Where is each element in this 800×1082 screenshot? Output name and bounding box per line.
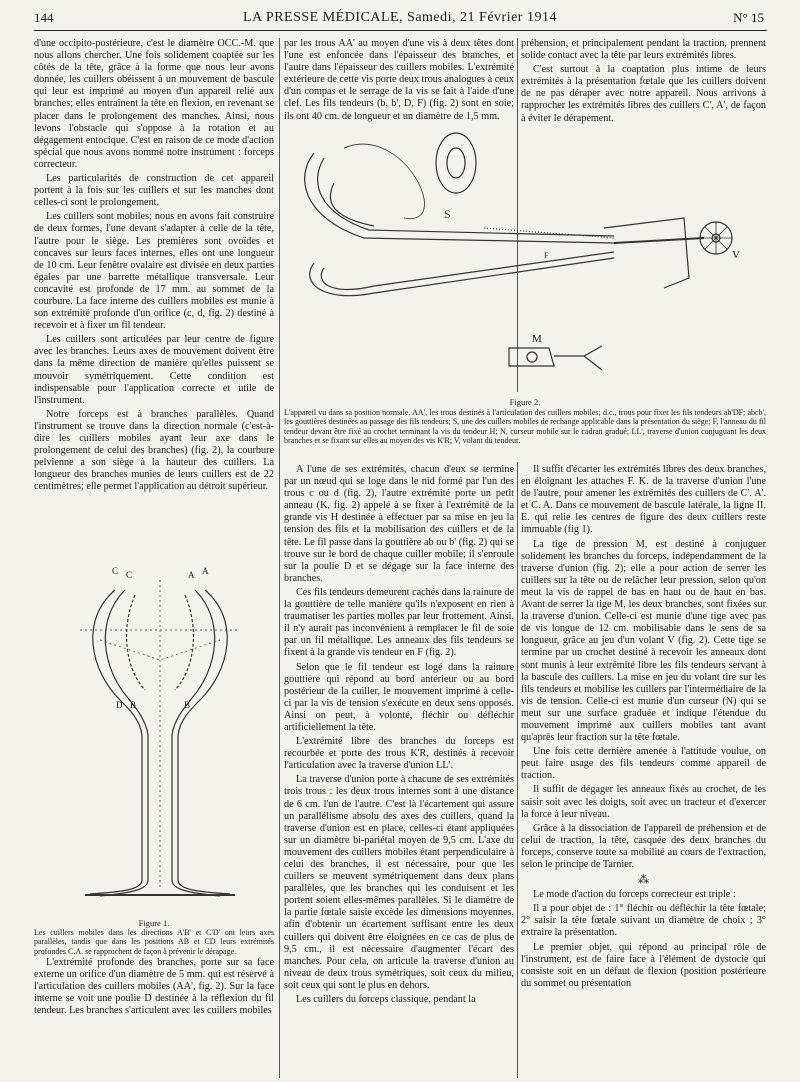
paragraph: La tige de pression M, est destiné à conjuguer solidement les branches du forceps, indépendamment de la traverse d'union (fig. 2); elle a pour action de serrer les cuillers sur la tête ou de relâcher leur pression, selon qu'on meut la vis de rappel de bas en haut ou de haut en bas. Avant de serrer la tige M, les deux branches, sont fixées sur la traverse d'union. Celle-ci est munie d'une tige avec pas de vis longue de 12 cm. mobilisable dans le sens de sa longueur, grâce au jeu d'un volant V (fig. 2). Cette tige se termine par un crochet destiné à recevoir les anneaux dont sont munis à leur extrémité libre les fils tendeurs servant à la bascule des cuillers. La mise en jeu du volant tire sur les fils tendeurs et mobilise les cuillers par l'intermédiaire de la vis de tension. Celle-ci est munie d'un curseur (N) qui se meut sur une surface graduée et indique l'étendue du mouvement imprimé aux cuillers mobiles tant avant qu'après leur fraction sur la tête fœtale. [521, 538, 766, 744]
paragraph: préhension, et principalement pendant la traction, prennent solide contact avec la tête par leurs extrémités libres. [521, 38, 766, 62]
fig1-label: D [116, 700, 123, 710]
figure-2-title: Figure 2. [509, 397, 541, 407]
paragraph: Il a pour objet de : 1° fléchir ou défléchir la tête fœtale; 2° saisir la tête fœtale suivant un diamètre de choix ; 3° extraire la présentation. [521, 903, 766, 939]
paragraph: Les cuillers du forceps classique, pendant la [296, 994, 476, 1006]
column-2-bottom [284, 464, 514, 1008]
column-3-bottom [521, 464, 766, 992]
fig1-label: C [112, 566, 119, 576]
paragraph: Le premier objet, qui répond au principal rôle de l'instrument, est de faire face à l'élément de dystocie qui consiste soit en un défaut de flexion (position postérieure du sommet ou présentation [521, 941, 766, 989]
column-divider-1 [279, 38, 280, 1078]
fig2-label-s: S [444, 207, 451, 221]
paragraph: Les cuillers sont mobiles; nous en avons fait construire de deux formes, l'une devant s'adapter à celle de la tête, l'autre pour le siège. Les premières sont ovoïdes et concaves sur leurs faces internes, elles ont une longueur de 10 cm. Leur fenêtre ovalaire est divisée en deux parties égales par une barrette métallique transversale. Leur concavité est profonde de 17 mm. au sommet de la courbure. La face interne des cuillers mobiles est munie à son extrémité profonde d'un orifice (c, d, fig. 2) destiné à recevoir et à fixer un fil tendeur. [34, 211, 274, 332]
paragraph: Ces fils tendeurs demeurent cachés dans la rainure de la gouttière de telle manière qu'ils n'exposent en rien à traumatiser les parties molles par leur frottement. Ainsi, il n'y aurait pas inconvénient à remplacer le fil de soie par un fil métallique. Les anneaux des fils tendeurs se fixent à la grande vis tendeur en F (fig. 2). [284, 586, 514, 659]
fig2-label-m: M [532, 333, 542, 345]
paragraph: par les trous AA' au moyen d'une vis à deux têtes dont l'une est enfoncée dans l'épaisseur des branches, et l'autre dans l'épaisseur des cuillers mobiles. L'extrémité extérieure de cette vis porte deux trous analogues à ceux d'un compas et le serrage de la vis se fait à l'aide d'une clef. Les fils tendeurs (b, b', D, F) (fig. 2) sont en soie; ils ont 40 cm. de longueur et un diamètre de 1,5 mm. [284, 38, 514, 122]
paragraph: Le mode d'action du forceps correcteur est triple : [533, 889, 736, 901]
figure-2-caption: L'appareil vu dans sa position normale. AA', les trous destinés à l'articulation des cuillers mobiles; d.c., trous pour fixer les fils tendeurs ab'DF; abcb', les gouttières destinées au passage des fils tendeurs; S, une des cuillers mobiles de rechange applicable dans la présentation du siège; F, l'anneau du fil tendeur devant être fixé au crochet terminant la vis du tendeur H; N, curseur mobile sur le cadran gradué; LL', traverse d'union conjuguant les deux branches et se fixant sur elles au moyen des vis K'R; V, volant du tendeur. [284, 408, 766, 446]
paragraph: Une fois cette dernière amenée à l'attitude voulue, on peut faire usage des fils tendeurs comme appareil de traction. [521, 746, 766, 782]
paragraph: L'extrémité libre des branches du forceps est recourbée et porte des trous K'R, destinés à recevoir l'articulation avec la traverse d'union LL'. [284, 736, 514, 772]
fig1-label: C [126, 570, 133, 580]
paragraph: La traverse d'union porte à chacune de ses extrémités trois trous : les deux trous internes sont à une distance de 6 cm. l'un de l'autre. C'est là l'écartement qui assure un parallélisme absolu des axes des cuillers, quand la traverse d'union est en place, celles-ci étant appliquées sur un diamètre bi-pariétal moyen de 9,5 cm. L'axe du mouvement des cuillers mobiles étant perpendiculaire à celui des branches, il est nécessaire, pour que les cuillers se meuvent symétriquement dans deux plans parallèles, que les branches qui les conduisent et les portent soient elles-mêmes parallèles. Si le diamètre de la partie fœtale saisie excède les dimensions moyennes, afin d'obtenir un écartement suffisant entre les deux cuillers qui doivent être éloignées en ce cas de plus de 9,5 cm., il est nécessaire d'augmenter l'écart des manches. Pour cela, on articule la traverse d'union au niveau de deux trous symétriques, soit ceux du milieu, soit ceux qui sont le plus en dehors. [284, 774, 514, 991]
page-number: 144 [34, 10, 54, 25]
paragraph: A l'une de ses extrémités, chacun d'eux se termine par un nœud qui se loge dans le nid formé par l'un des trous c ou d (fig. 2), l'autre extrémité porte un petit anneau (K, fig. 2) appelé à se fixer à l'extrémité de la grande vis H destinée à effectuer par sa mise en jeu la tension des fils et la mobilisation des cuillers et de la tête. Le fil passe dans la gouttière ab ou b' (fig. 2) qui se trouve sur le bord de chaque cuiller mobile; il s'enroule sur la poulie D et se dégage sur la face interne des branches. [284, 464, 514, 584]
paragraph: Il suffit de dégager les anneaux fixés au crochet, de les saisir soit avec les doigts, soit avec un tracteur et d'exercer la force à leur niveau. [521, 784, 766, 820]
journal-title: LA PRESSE MÉDICALE, Samedi, 21 Février 1914 [243, 10, 557, 25]
fig1-label: B [130, 700, 137, 710]
column-1 [34, 38, 274, 495]
column-divider-2b [517, 462, 518, 1078]
header-rule [34, 30, 767, 31]
fig1-label: A [202, 566, 209, 576]
paragraph: C'est surtout à la coaptation plus intime de leurs extrémités à la présentation fœtale que les cuillers doivent de ne pas déraper avec notre appareil. Nous arrivons à rapprocher les extrémités libres des cuillers C', A', de façon à éviter le dérapement. [521, 64, 766, 124]
issue-number: N° 15 [733, 10, 764, 25]
section-separator: ⁂ [638, 874, 649, 887]
figure-1-forceps-drawing [60, 560, 260, 905]
paragraph: Selon que le fil tendeur est logé dans la rainure gouttière qui répond au bord antérieur ou au bord postérieur de la cuiller, le mouvement imprimé à celle-ci par la vis de tension s'exécute en deux sens opposés. Ainsi on peut, à volonté, fléchir ou défléchir artificiellement la tête. [284, 661, 514, 733]
fig1-label: B [184, 700, 191, 710]
fig1-label: A [188, 570, 195, 580]
paragraph: L'extrémité profonde des branches, porte sur sa face externe un orifice d'un diamètre de 5 mm. qui est réservé à l'articulation des cuillers mobiles (AA', fig. 2). Sur la face interne se voit une poulie D destinée à la réflexion du fil tendeur. Les branches s'articulent avec les cuillers mobiles [34, 957, 274, 1017]
paragraph: d'une occipito-postérieure, c'est le diamètre OCC.-M. que nous allons chercher. Une fois solidement coaptée sur les côtés de la tête, grâce à la forme que nous leur avons donnée, les cuillers obéissent à un mouvement de bascule qui leur est imprimé au moyen d'un appareil relié aux branches; elles entraînent la tête en flexion, en revenant se placer dans le prolongement des manches. Ainsi, nous levons l'obstacle qui s'oppose à la rotation et au dégagement entocique. C'est en raison de ce mode d'action spécial que nous avons nommé notre instrument : forceps correcteur. [34, 38, 274, 170]
paragraph: Grâce à la dissociation de l'appareil de préhension et de celui de traction, la tête, casquée des deux branches du forceps, conserve toute sa mobilité au cours de l'extraction, selon le principe de Tarnier. [521, 822, 766, 870]
figure-1-title: Figure 1. [138, 918, 170, 928]
column-1-bottom [34, 957, 274, 1017]
paragraph: Notre forceps est à branches parallèles. Quand l'instrument se trouve dans la direction normale (c'est-à-dire les cuillers mobiles ayant leur axe dans le prolongement de celui des branches) (fig. 2), la courbure pelvienne a son siège à la hauteur des cuillers. La longueur des branches munies de leurs cuillers est de 22 centimètres; elle permet l'application au détroit supérieur. [34, 408, 274, 493]
fig2-label-f: F [544, 251, 549, 260]
page-header [0, 2, 800, 32]
paragraph: Les cuillers sont articulées par leur centre de figure avec les branches. Leurs axes de mouvement doivent être dans la même direction de manière qu'elles puissent se mouvoir symétriquement. Cette condition est indispensable pour l'application correcte et utile de l'instrument. [34, 334, 274, 406]
paragraph: Il suffit d'écarter les extrémités libres des deux branches, en éloignant les attaches F. K. de la traverse d'union l'une de l'autre, pour amener les extrémités des cuillers de C'. A'. et C. A. Dans ce mouvement de bascule latérale, la ligne II. E. qui relie les centres de figure des deux cuillers reste immuable (fig 1). [521, 464, 766, 536]
figure-2-apparatus-drawing [284, 108, 766, 393]
fig2-label-v: V [732, 249, 740, 261]
paragraph: Les particularités de construction de cet appareil portent à la fois sur les cuillers et sur les manches dont celles-ci sont le prolongement. [34, 173, 274, 209]
figure-1-caption: Les cuillers mobiles dans les directions A'B' et C'D' ont leurs axes parallèles, tandis que dans les positions AB et CD leurs extrémités profondes C.A. se rapprochent de façon à prévenir le dérapage. [34, 928, 274, 956]
